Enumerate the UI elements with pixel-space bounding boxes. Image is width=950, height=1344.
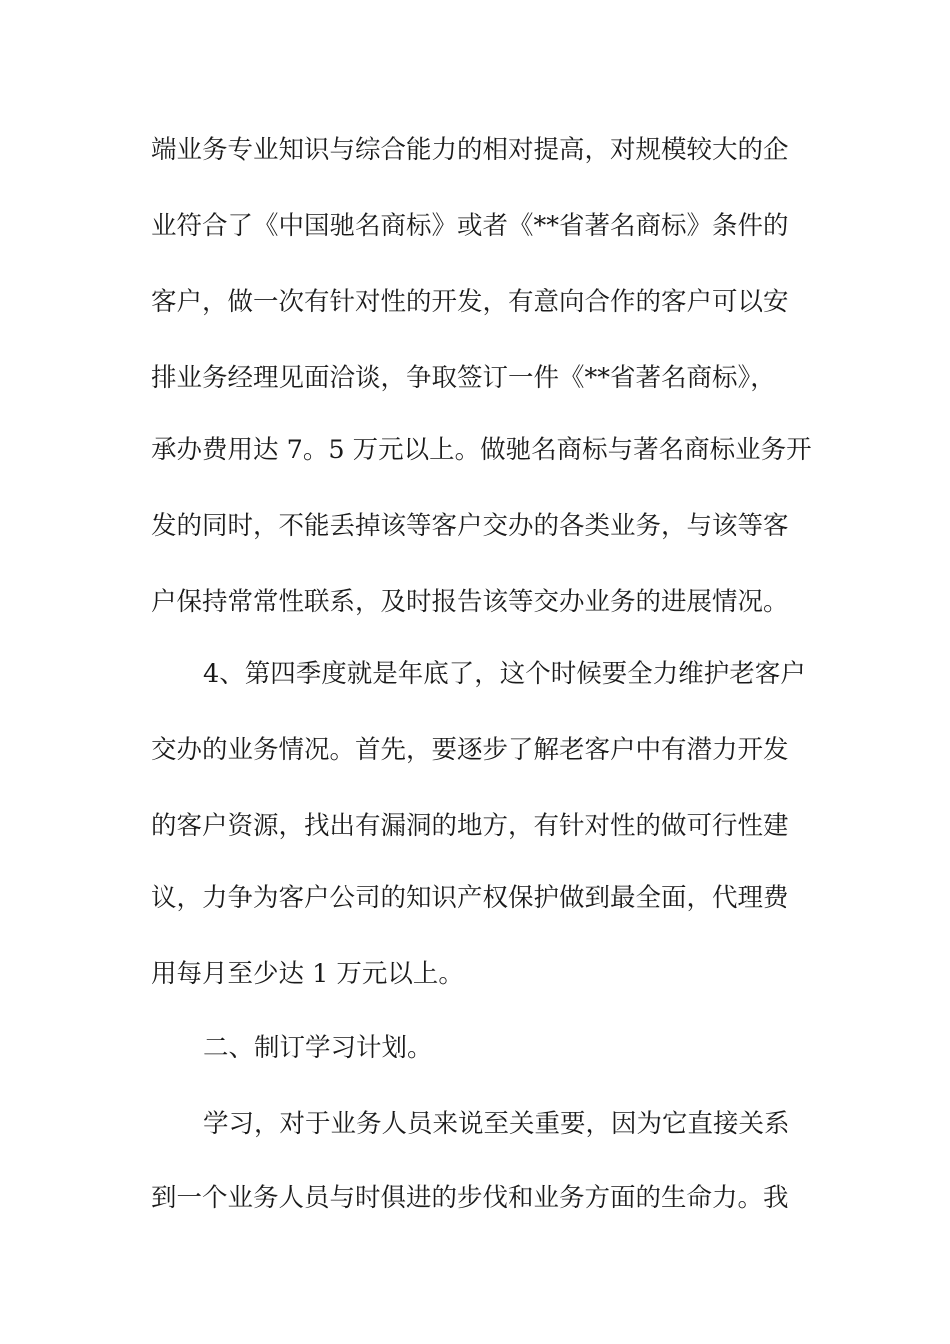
text-line-6: 发的同时，不能丢掉该等客户交办的各类业务，与该等客 [151, 511, 789, 541]
text-line-8: 4、第四季度就是年底了，这个时候要全力维护老客户 [203, 659, 806, 689]
text-line-4: 排业务经理见面洽谈，争取签订一件《**省著名商标》， [151, 363, 776, 393]
text-line-3: 客户，做一次有针对性的开发，有意向合作的客户可以安 [151, 287, 789, 317]
text-line-9: 交办的业务情况。首先，要逐步了解老客户中有潜力开发 [151, 735, 789, 765]
text-line-5: 承办费用达 7。5 万元以上。做驰名商标与著名商标业务开 [151, 435, 812, 465]
text-line-15: 到一个业务人员与时俱进的步伐和业务方面的生命力。我 [151, 1183, 789, 1213]
text-line-12: 用每月至少达 1 万元以上。 [151, 959, 464, 989]
text-line-14: 学习，对于业务人员来说至关重要，因为它直接关系 [203, 1109, 790, 1139]
text-line-11: 议，力争为客户公司的知识产权保护做到最全面，代理费 [151, 883, 789, 913]
text-line-1: 端业务专业知识与综合能力的相对提高，对规模较大的企 [151, 135, 789, 165]
text-line-2: 业符合了《中国驰名商标》或者《**省著名商标》条件的 [151, 211, 789, 241]
section-heading: 二、制订学习计划。 [203, 1033, 433, 1063]
text-line-7: 户保持常常性联系，及时报告该等交办业务的进展情况。 [151, 587, 789, 617]
text-line-10: 的客户资源，找出有漏洞的地方，有针对性的做可行性建 [151, 811, 789, 841]
